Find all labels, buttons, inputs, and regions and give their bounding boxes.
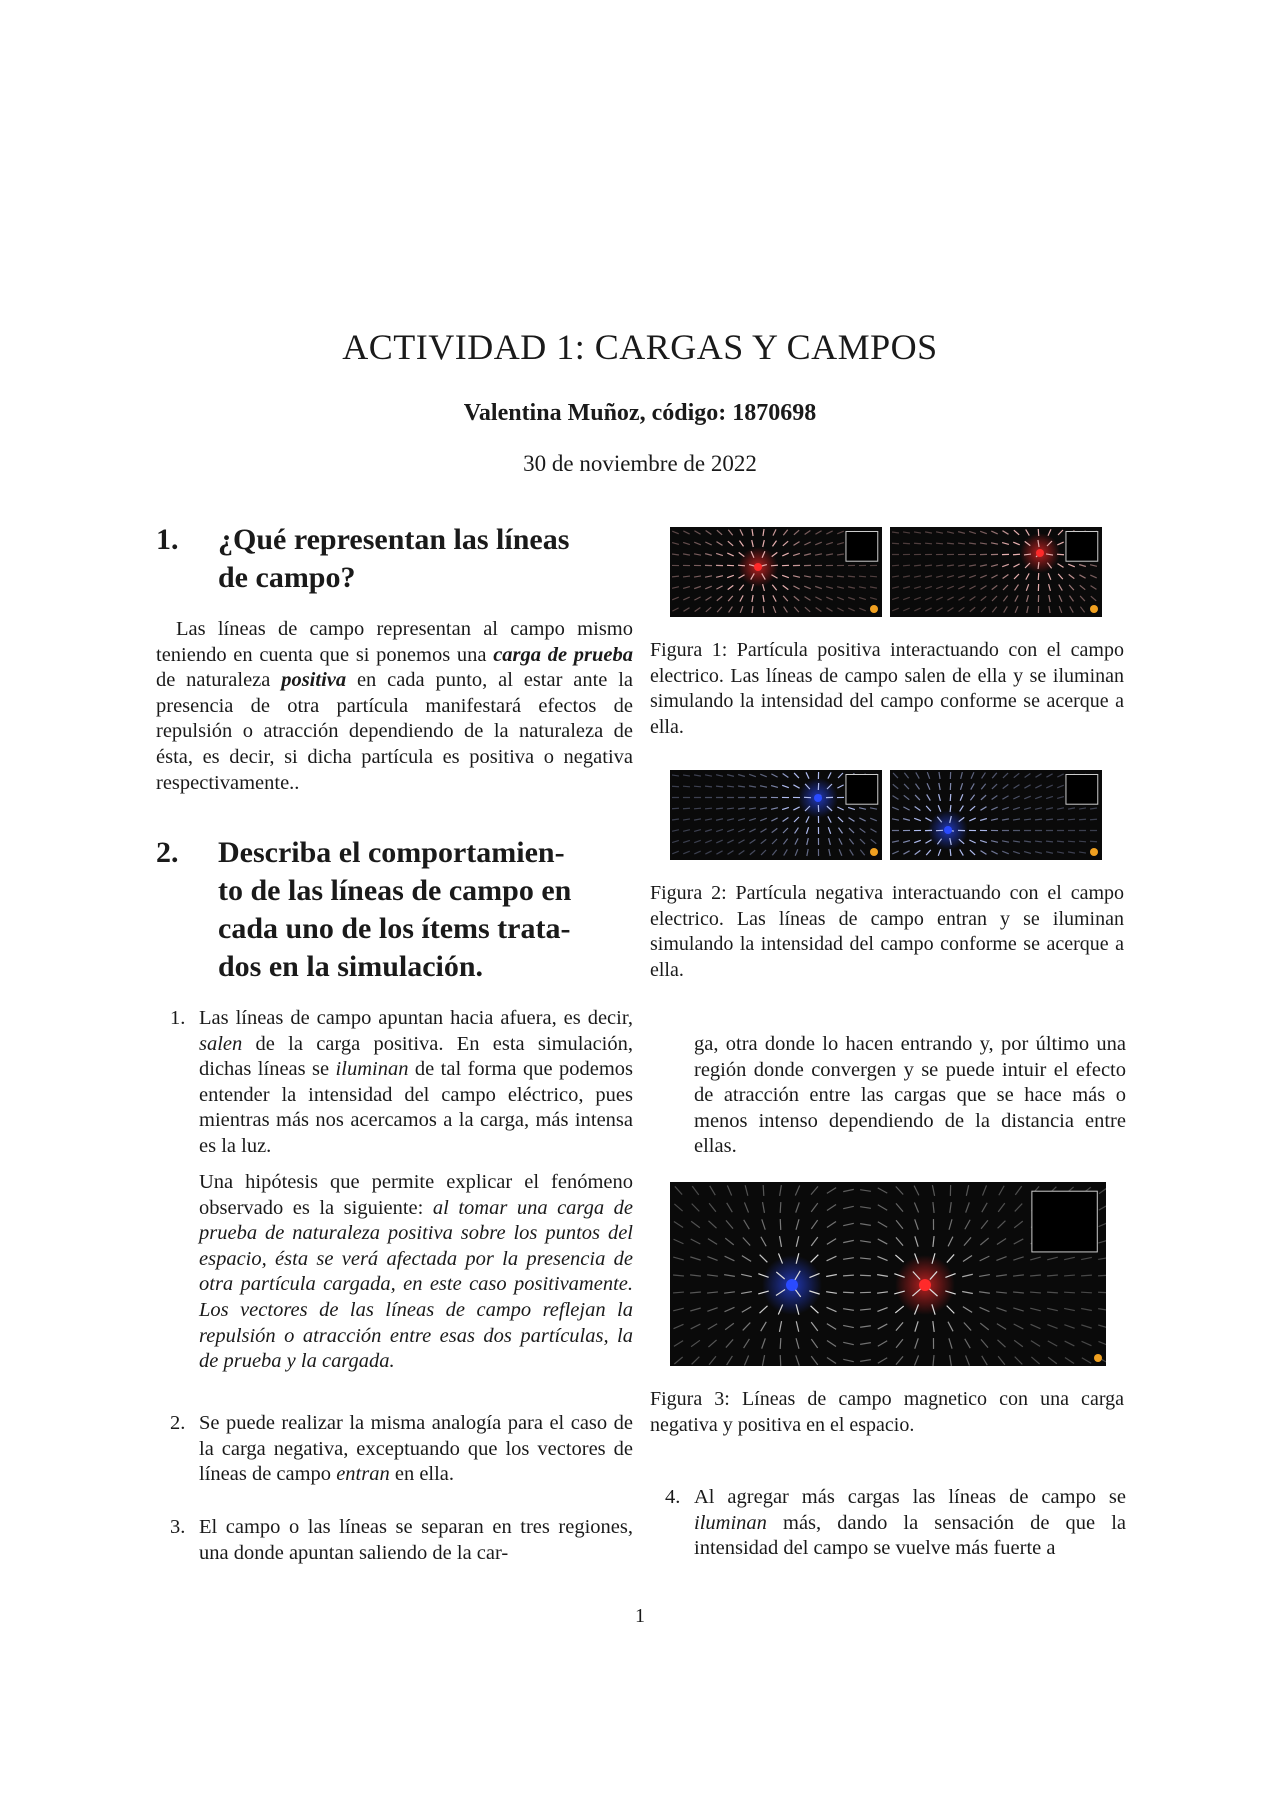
section-1-heading [156,521,636,601]
item-3-text-part1: El campo o las líneas se separan en tres regiones, una donde apuntan saliendo de la car- [199,1516,633,1564]
field-simulation-positive-icon [670,527,882,617]
figure-1-image-left [670,527,882,617]
field-simulation-dipole-icon [670,1182,1106,1366]
item-3-text-part2: ga, otra donde lo hacen entrando y, por último una región donde convergen y se puede intuir el efecto de atracción entre las cargas que se hace más o menos intenso dependiendo de la distancia entre ellas. [694,1033,1126,1158]
item-2-number: 2. [170,1412,186,1434]
field-simulation-positive-icon [890,527,1102,617]
figure-2-image-right [890,770,1102,860]
figure-1-image-right [890,527,1102,617]
figure-3-image [670,1182,1106,1366]
section-2-number: 2. [156,836,179,869]
field-simulation-negative-icon [670,770,882,860]
figure-2-caption: Figura 2: Partícula negativa interactuando con el campo electrico. Las líneas de campo entran y se iluminan simulando la intensidad del campo conforme se acerque a ella. [650,882,1124,981]
section-1-paragraph: Las líneas de campo representan al campo mismo teniendo en cuenta que si ponemos una carga de prueba de naturaleza positiva en cada punto, al estar ante la presencia de otra partícula manifestará efectos de repulsión o atracción dependiendo de la naturaleza de ésta, es decir, si dicha partícula es positiva o negativa respectivamente.. [156,618,633,794]
section-2-heading: 2. Describa el comportamien- to de las líneas de campo en cada uno de los ítems trata- dos en la simulación. [156,836,572,983]
item-3-number: 3. [170,1516,186,1538]
item-1-hypothesis: Una hipótesis que permite explicar el fenómeno observado es la siguiente: al tomar una carga de prueba de naturaleza positiva sobre los puntos del espacio, ésta se verá afectada por la presencia de otra partícula cargada, en este caso positivamente. Los vectores de las líneas de campo reflejan la repulsión o atracción entre esas dos partículas, la de prueba y la cargada. [199,1171,633,1373]
section-1-number: 1. [156,523,179,556]
emphasis-carga-de-prueba: carga de prueba [493,643,633,666]
section-1-title-line2: de campo? [218,561,356,594]
field-simulation-negative-icon [890,770,1102,860]
section-1-title-line1: ¿Qué representan las líneas [218,523,570,556]
item-4-text: Al agregar más cargas las líneas de campo se iluminan más, dando la sensación de que la intensidad del campo se vuelve más fuerte a [694,1486,1126,1560]
figure-1-caption: Figura 1: Partícula positiva interactuando con el campo electrico. Las líneas de campo salen de ella y se iluminan simulando la intensidad del campo conforme se acerque a ella. [650,639,1124,738]
paper-title: ACTIVIDAD 1: CARGAS Y CAMPOS [342,327,938,367]
page-number: 1 [635,1605,645,1627]
figure-3-caption: Figura 3: Líneas de campo magnetico con una carga negativa y positiva en el espacio. [650,1388,1124,1436]
item-2-text: Se puede realizar la misma analogía para el caso de la carga negativa, exceptuando que los vectores de líneas de campo entran en ella. [199,1412,633,1486]
item-4-number: 4. [665,1486,681,1508]
emphasis-positiva: positiva [281,669,347,692]
item-1-text: Las líneas de campo apuntan hacia afuera, es decir, salen de la carga positiva. En esta simulación, dichas líneas se iluminan de tal forma que podemos entender la intensidad del campo eléctrico, pues mientras más nos acercamos a la carga, más intensa es la luz. [199,1007,633,1157]
item-1-number: 1. [170,1007,186,1029]
paper-date: 30 de noviembre de 2022 [523,451,757,476]
paper-author: Valentina Muñoz, código: 1870698 [463,400,817,426]
figure-2-image-left [670,770,882,860]
